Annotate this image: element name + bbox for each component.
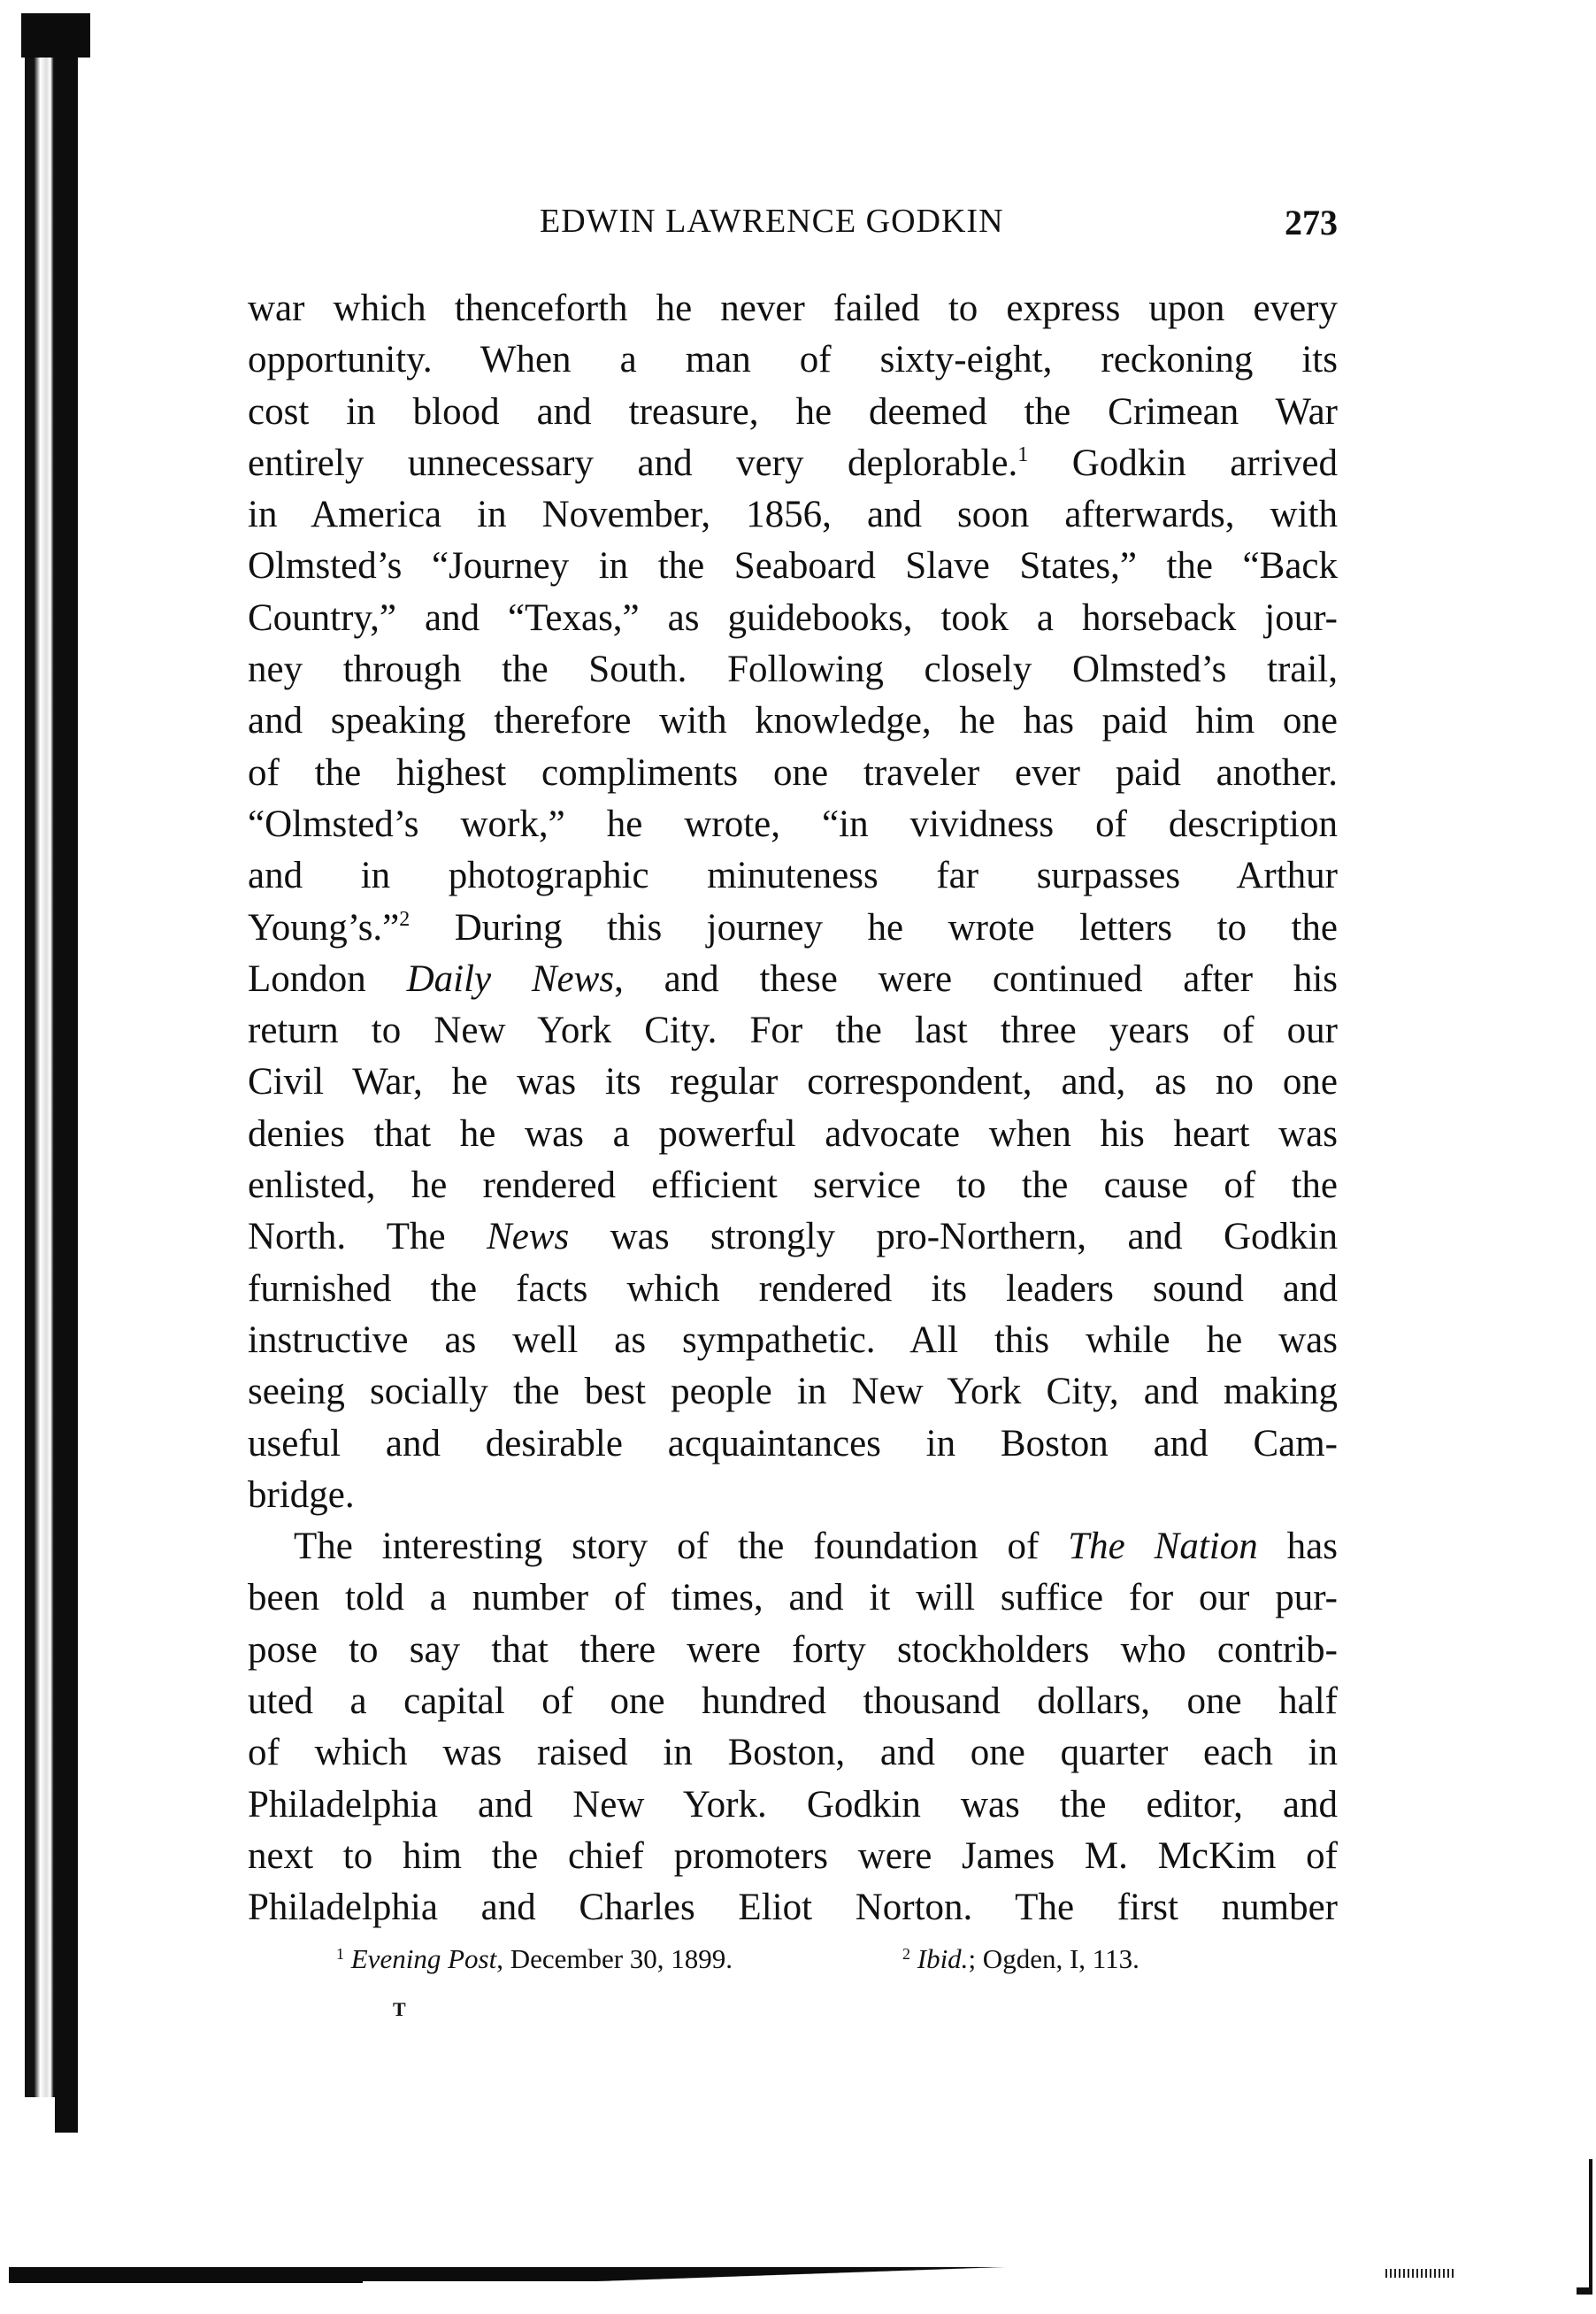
text-line: and in photographic minuteness far surpasses Arthur [248, 855, 1338, 897]
text-line: war which thenceforth he never failed to express upon every [248, 288, 1338, 329]
text-line: entirely unnecessary and very deplorable.$^1$ Godkin arrived [248, 442, 1338, 484]
page-header [248, 202, 1338, 246]
text-line: opportunity. When a man of sixty-eight, reckoning its [248, 339, 1338, 381]
scan-bottom-edge-thick [9, 2274, 363, 2283]
text-line: Philadelphia and New York. Godkin was the editor, and [248, 1783, 1338, 1826]
text-line: Olmsted’s “Journey in the Seaboard Slave States,” the “Back [248, 545, 1338, 588]
italic-title: News [487, 1216, 570, 1258]
text-line: Country,” and “Texas,” as guidebooks, took a horseback jour- [248, 596, 1338, 639]
text-line: instructive as well as sympathetic. All this while he was [248, 1318, 1338, 1361]
text-line: next to him the chief promoters were James M. McKim of [248, 1834, 1338, 1877]
scan-corner-edge [1577, 2159, 1592, 2295]
text-line: denies that he was a powerful advocate when his heart was [248, 1112, 1338, 1155]
italic-title: Daily News [406, 957, 615, 1000]
text-line: useful and desirable acquaintances in Boston and Cam- [248, 1422, 1338, 1465]
text-line: Philadelphia and Charles Eliot Norton. The first number [248, 1887, 1338, 1929]
text-line: enlisted, he rendered efficient service to the cause of the [248, 1165, 1338, 1207]
text-line: of the highest compliments one traveler ever paid another. [248, 751, 1338, 794]
text-line: and speaking therefore with knowledge, he has paid him one [248, 700, 1338, 742]
footnote-text: ; Ogden, I, 113. [968, 1943, 1139, 1974]
footnote-2 [902, 1943, 1139, 1975]
body-text [248, 283, 1338, 1934]
signature-mark: T [393, 1998, 406, 2020]
text-line: been told a number of times, and it will suffice for our pur- [248, 1577, 1338, 1619]
spine-dark-band [55, 35, 78, 2133]
running-head: EDWIN LAWRENCE GODKIN [540, 203, 1004, 240]
text-line: Civil War, he was its regular correspondent, and, as no one [248, 1061, 1338, 1103]
footnote-ref: 2 [399, 907, 411, 931]
text-line: North. The News was strongly pro-Northern, and Godkin [248, 1216, 1338, 1258]
spine-top-band [21, 13, 90, 58]
text-line: furnished the facts which rendered its leaders sound and [248, 1267, 1338, 1310]
text-line: Young’s.”$^2$ During this journey he wrote letters to the [248, 906, 1338, 949]
text-line: “Olmsted’s work,” he wrote, “in vividness of description [248, 803, 1338, 845]
text-line: London Daily News, and these were continued after his [248, 957, 1338, 1000]
text-line: ney through the South. Following closely Olmsted’s trail, [248, 649, 1338, 691]
footnote-source: Evening Post [350, 1943, 497, 1974]
text-line: pose to say that there were forty stockholders who contrib- [248, 1628, 1338, 1671]
footnote-mark: 2 [902, 1945, 910, 1963]
text-line: The interesting story of the foundation of The Nation has [294, 1526, 1338, 1568]
italic-title: The Nation [1068, 1526, 1258, 1568]
scan-artifact-specks [1385, 2269, 1456, 2278]
text-line: in America in November, 1856, and soon afterwards, with [248, 494, 1338, 536]
text-line: of which was raised in Boston, and one quarter each in [248, 1732, 1338, 1774]
text-line: return to New York City. For the last three years of our [248, 1010, 1338, 1052]
text-line: cost in blood and treasure, he deemed the Crimean War [248, 390, 1338, 433]
text-line: uted a capital of one hundred thousand dollars, one half [248, 1680, 1338, 1723]
page-number: 273 [1285, 203, 1338, 242]
text-line: seeing socially the best people in New York City, and making [248, 1371, 1338, 1413]
scanned-book-spine-edge [0, 0, 97, 2314]
footnote-text: , December 30, 1899. [496, 1943, 733, 1974]
footnote-mark: 1 [336, 1945, 344, 1963]
footnote-ref: 1 [1017, 442, 1029, 466]
footnote-1 [336, 1943, 733, 1975]
footnote-source: Ibid. [917, 1943, 969, 1974]
text-line: bridge. [248, 1473, 355, 1516]
